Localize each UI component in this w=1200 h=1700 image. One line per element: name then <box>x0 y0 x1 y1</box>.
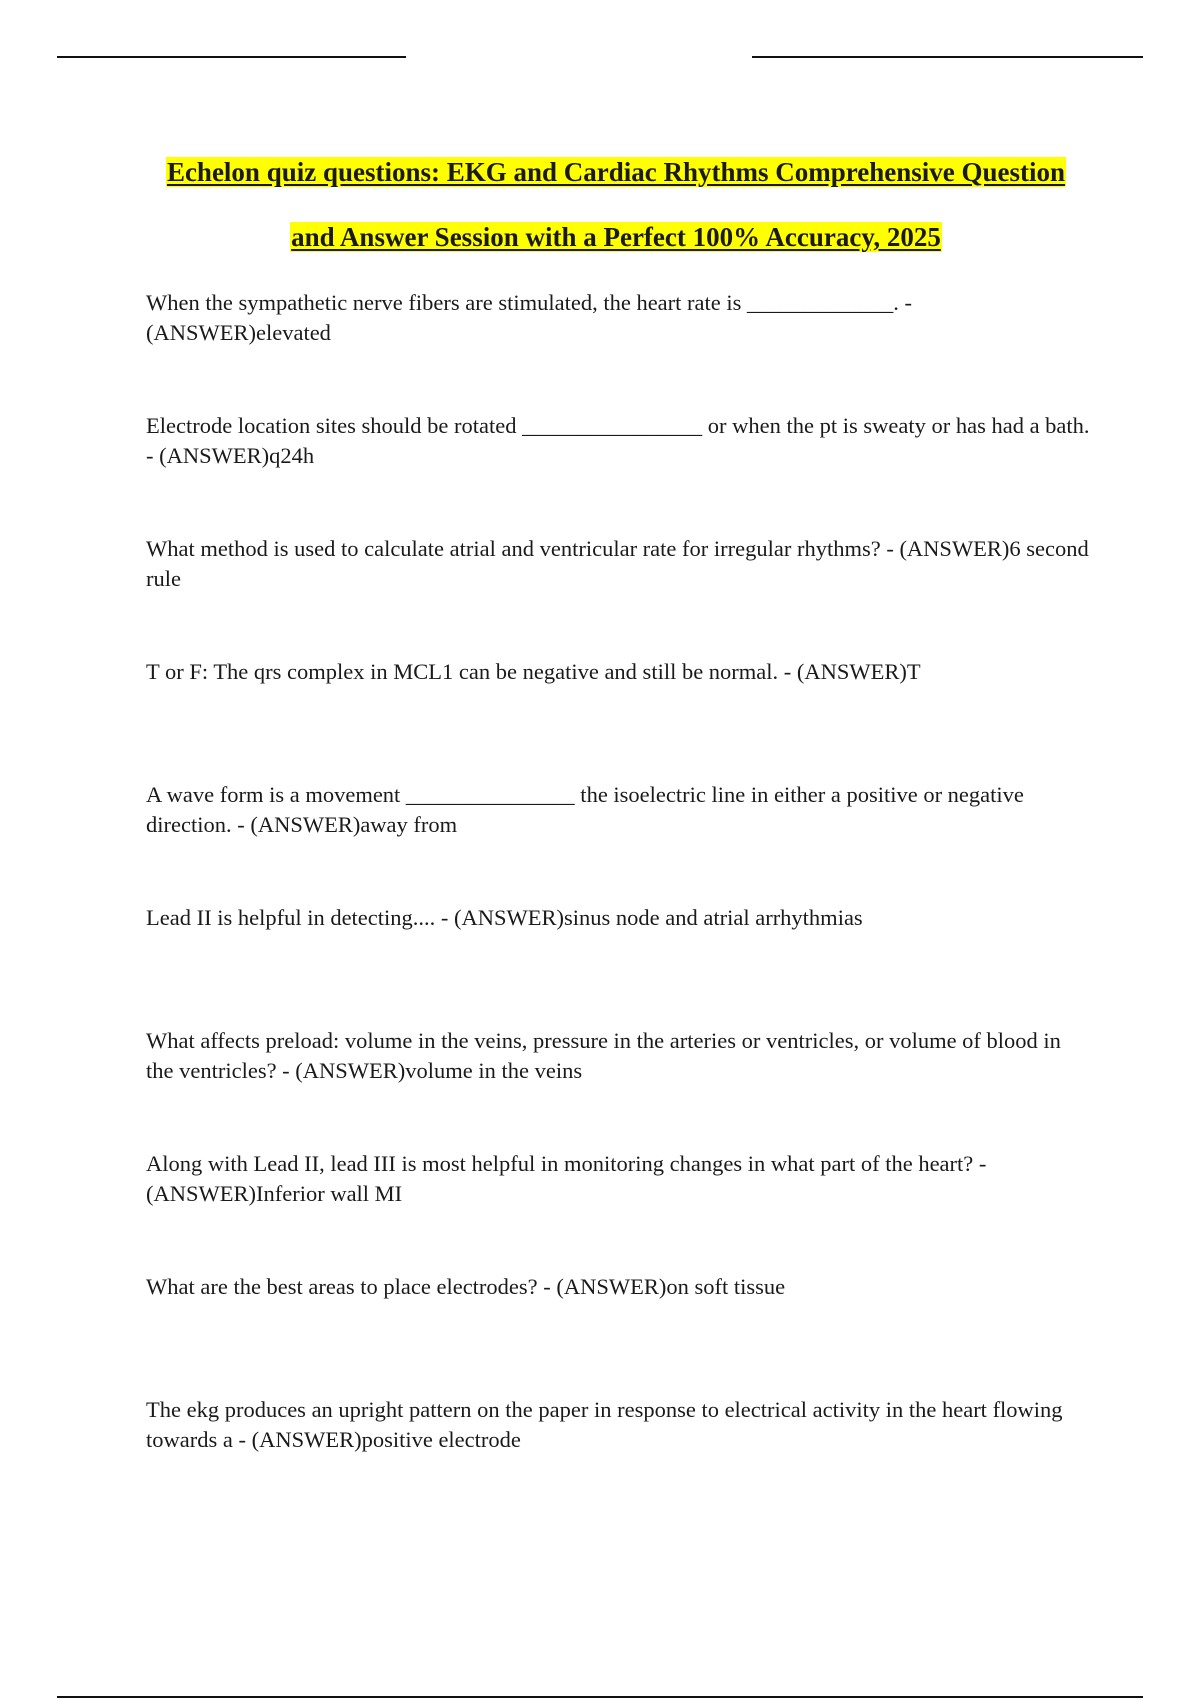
header-rule-right <box>752 56 1143 58</box>
qa-item: Lead II is helpful in detecting.... - (ANSWER)sinus node and atrial arrhythmias <box>146 905 863 930</box>
qa-item: T or F: The qrs complex in MCL1 can be negative and still be normal. - (ANSWER)T <box>146 659 921 684</box>
qa-item: What method is used to calculate atrial and ventricular rate for irregular rhythms? - (ANSWER)6 second rule <box>146 536 1089 591</box>
qa-list <box>146 288 1091 1518</box>
title-line-1: Echelon quiz questions: EKG and Cardiac Rhythms Comprehensive Question <box>166 157 1066 187</box>
footer-rule <box>57 1696 1143 1698</box>
qa-item: The ekg produces an upright pattern on the paper in response to electrical activity in the heart flowing towards a - (ANSWER)positive electrode <box>146 1397 1063 1452</box>
qa-item: When the sympathetic nerve fibers are stimulated, the heart rate is _____________. - (ANSWER)elevated <box>146 290 912 345</box>
header-rule-left <box>57 56 406 58</box>
qa-item: What affects preload: volume in the veins, pressure in the arteries or ventricles, or volume of blood in the ventricles? - (ANSWER)volume in the veins <box>146 1028 1061 1083</box>
qa-item: A wave form is a movement _______________ the isoelectric line in either a positive or negative direction. - (ANSWER)away from <box>146 782 1024 837</box>
qa-item: Along with Lead II, lead III is most helpful in monitoring changes in what part of the heart? - (ANSWER)Inferior wall MI <box>146 1151 987 1206</box>
qa-item: What are the best areas to place electrodes? - (ANSWER)on soft tissue <box>146 1274 786 1299</box>
qa-item: Electrode location sites should be rotated ________________ or when the pt is sweaty or has had a bath. - (ANSWER)q24h <box>146 413 1090 468</box>
title-line-2: and Answer Session with a Perfect 100% Accuracy, 2025 <box>291 222 941 252</box>
document-title <box>146 140 1086 270</box>
